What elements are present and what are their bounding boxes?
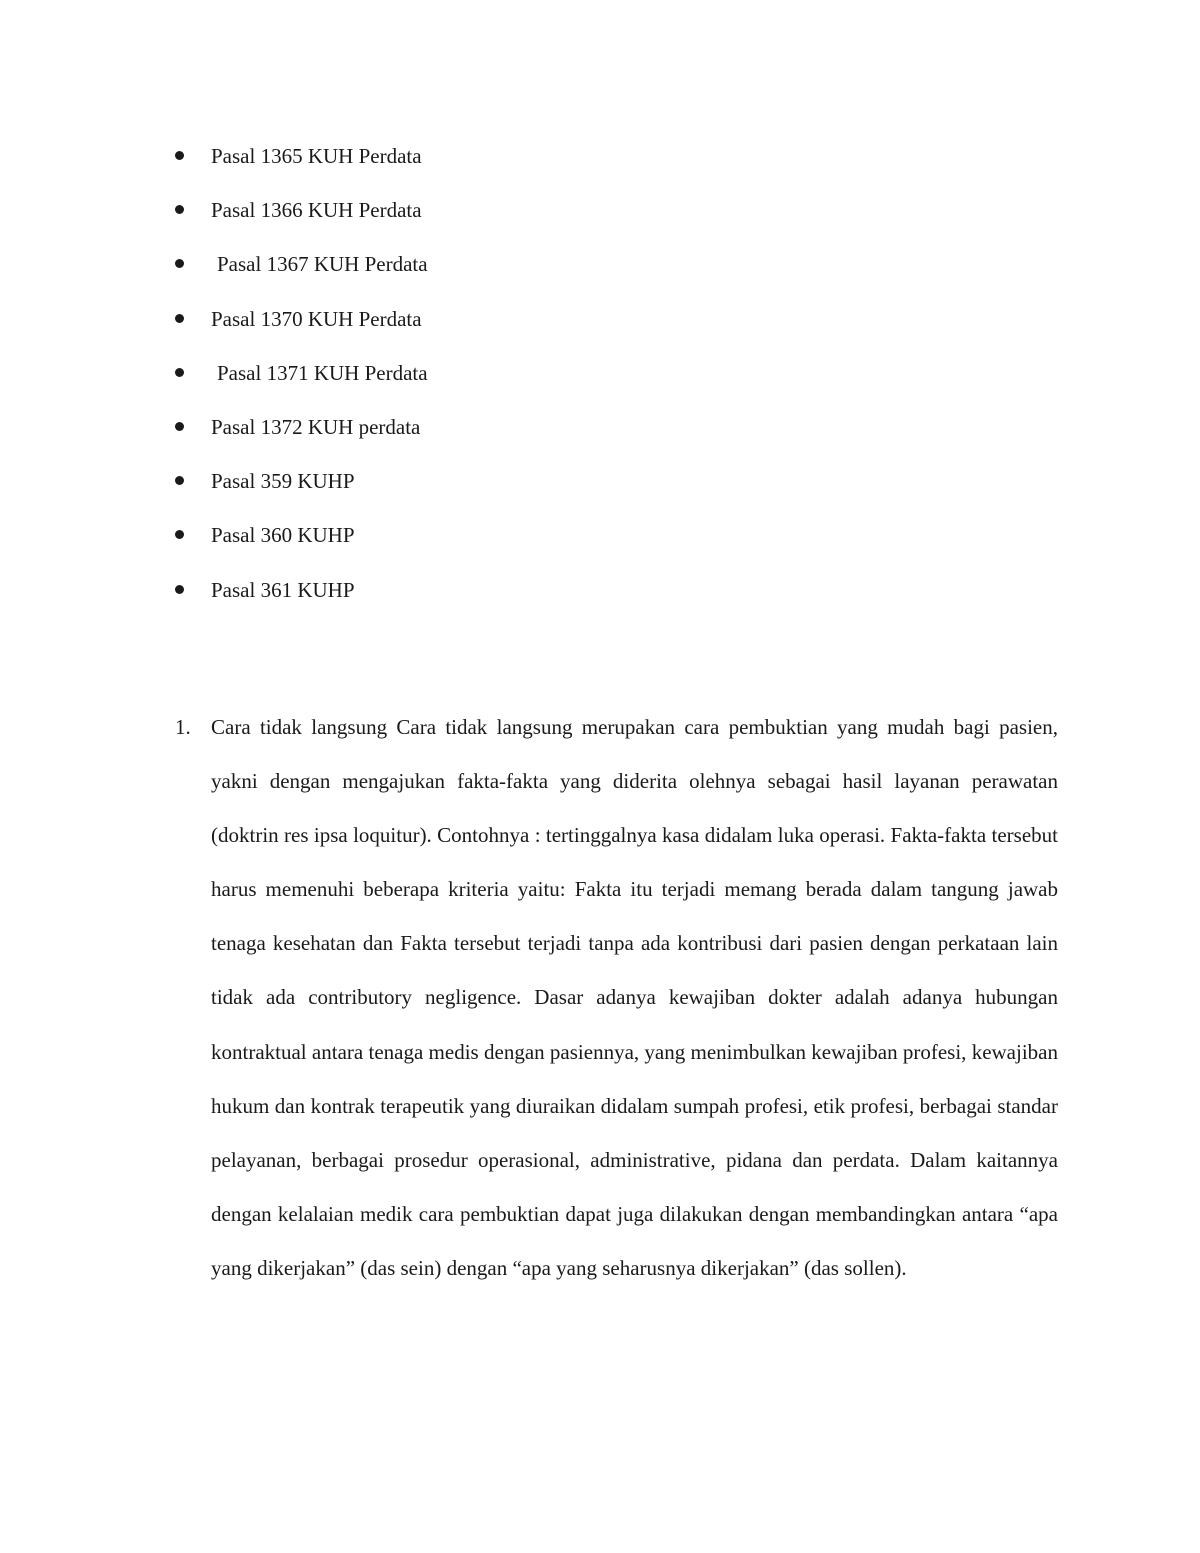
list-item-text: Pasal 1372 KUH perdata (211, 414, 421, 439)
list-item-text: Pasal 360 KUHP (211, 523, 355, 548)
bullet-icon (175, 530, 184, 539)
bullet-icon (175, 585, 184, 594)
bullet-icon (175, 422, 184, 431)
list-item-text: Pasal 1365 KUH Perdata (211, 144, 422, 168)
bullet-icon (175, 476, 184, 485)
bullet-icon (175, 205, 184, 214)
bullet-icon (175, 151, 184, 160)
list-item-text: Pasal 1371 KUH Perdata (217, 360, 428, 385)
bullet-icon (175, 368, 184, 377)
list-number: 1. (175, 715, 191, 739)
list-item-text: Pasal 361 KUHP (211, 577, 355, 602)
bullet-icon (175, 259, 184, 268)
bullet-icon (175, 314, 184, 323)
list-item-text: Pasal 1366 KUH Perdata (211, 198, 422, 223)
list-item-text: Pasal 359 KUHP (211, 469, 355, 494)
paragraph-text: Cara tidak langsung Cara tidak langsung merupakan cara pembuktian yang mudah bagi pasien, yakni dengan mengajukan fakta-fakta yang diderita olehnya sebagai hasil layanan perawatan (doktrin res ipsa loquitur). Contohnya : tertinggalnya kasa didalam luka operasi. Fakta-fakta tersebut harus memenuhi beberapa kriteria yaitu: Fakta itu terjadi memang berada dalam tangung jawab tenaga kesehatan dan Fakta tersebut terjadi tanpa ada kontribusi dari pasien dengan perkataan lain tidak ada contributory negligence. Dasar adanya kewajiban dokter adalah adanya hubungan kontraktual antara tenaga medis dengan pasiennya, yang menimbulkan kewajiban profesi, kewajiban hukum dan kontrak terapeutik yang diuraikan didalam sumpah profesi, etik profesi, berbagai standar pelayanan, berbagai prosedur operasional, administrative, pidana dan perdata. Dalam kaitannya dengan kelalaian medik cara pembuktian dapat juga dilakukan dengan membandingkan antara “apa yang dikerjakan” (das sein) dengan “apa yang seharusnya dikerjakan” (das sollen). (211, 715, 1058, 1280)
list-item-text: Pasal 1370 KUH Perdata (211, 306, 422, 331)
list-item-text: Pasal 1367 KUH Perdata (217, 252, 428, 277)
